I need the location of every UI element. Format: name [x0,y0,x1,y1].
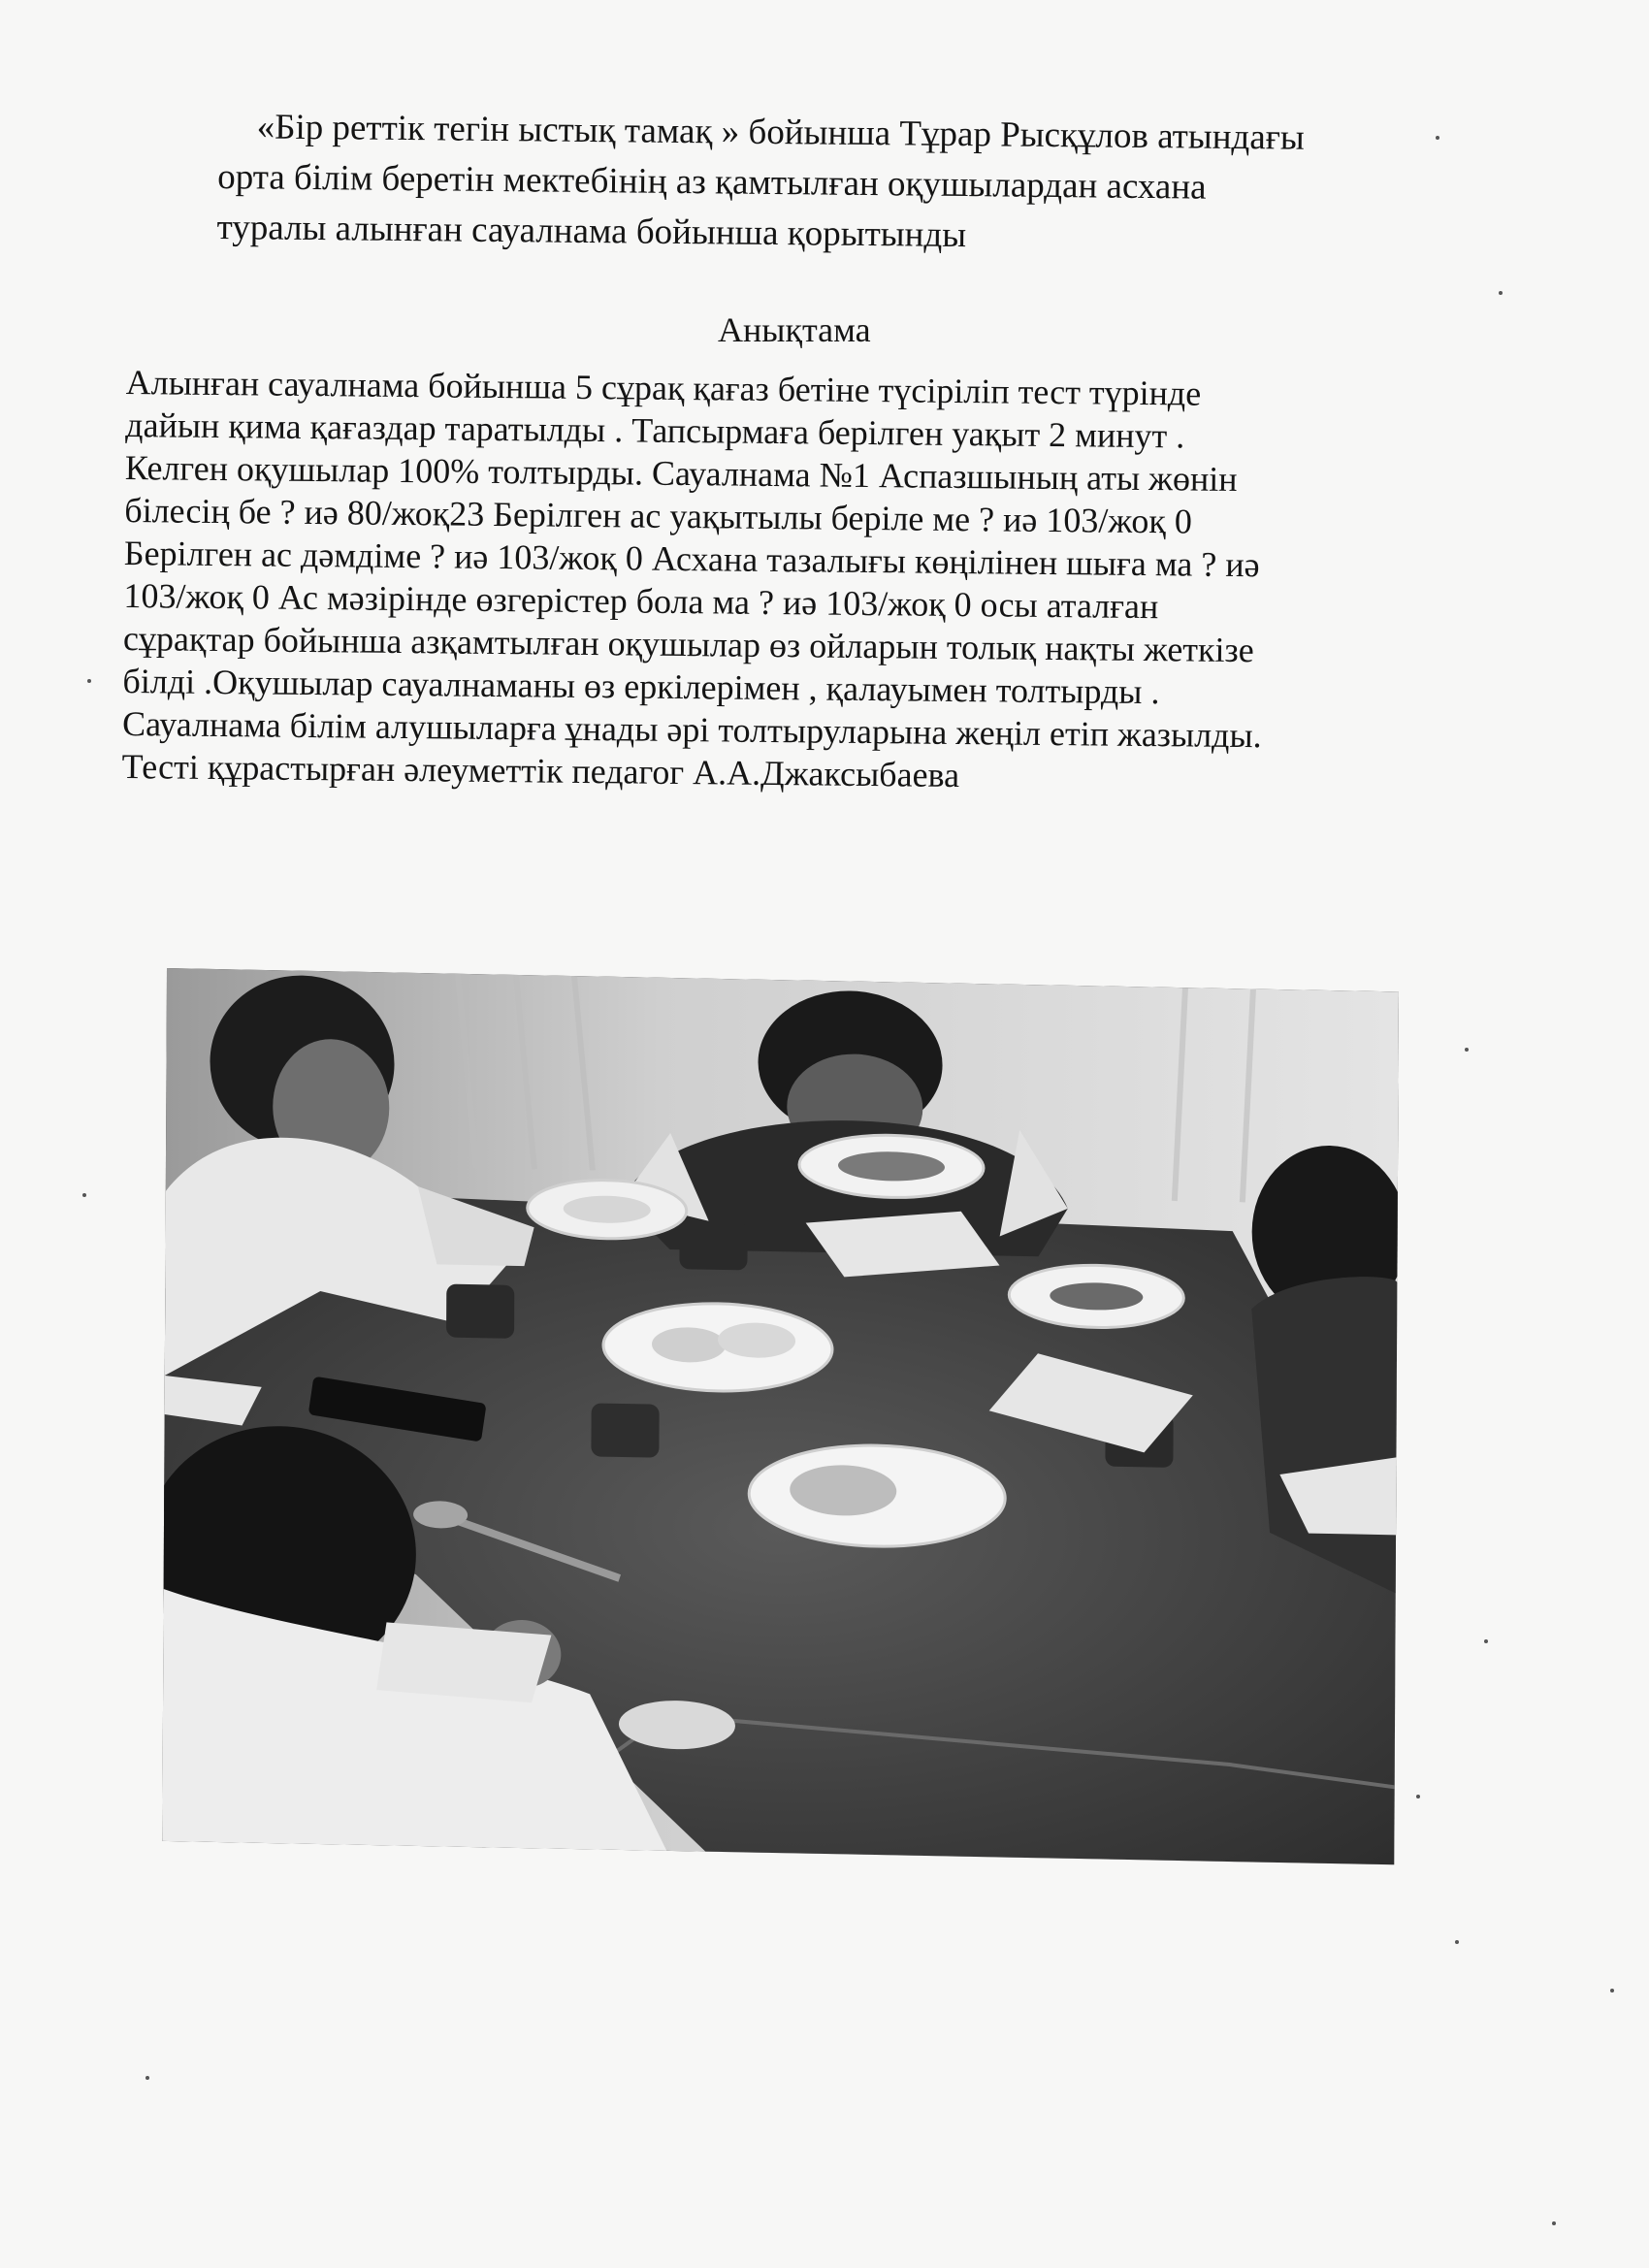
scan-speck [1416,1795,1420,1798]
scan-speck [1552,2221,1556,2225]
body-line-3: Келген оқушылар 100% толтырды. Сауалнама №1 Аспазшының аты жөнін [124,447,1238,500]
photo-illustration [162,968,1399,1864]
title-line-1: «Бір реттік тегін ыстық тамақ » бойынша Тұрар Рысқұлов атындағы [256,107,1305,158]
photo-students-eating [162,968,1399,1864]
title-line-3: туралы алынған сауалнама бойынша қорытынды [216,207,967,256]
body-line-7: сұрақтар бойынша азқамтылған оқушылар өз ойларын толық нақты жеткізе [122,618,1254,670]
scan-speck [146,2076,149,2080]
body-line-9: Сауалнама білім алушыларға ұнады әрі толтыруларына жеңіл етіп жазылды. [121,703,1262,756]
scan-speck [1465,1048,1469,1052]
title-line-2: орта білім беретін мектебінің аз қамтылған оқушылардан асхана [216,156,1207,208]
body-line-8: білді .Оқушылар сауалнаманы өз еркілерімен , қалауымен толтырды . [122,661,1160,712]
body-line-2: дайын қима қағаздар таратылды . Тапсырмаға берілген уақыт 2 минут . [125,405,1185,456]
scan-speck [1499,291,1503,295]
section-heading: Анықтама [718,310,871,349]
scan-speck [1455,1940,1459,1944]
scan-speck [1436,136,1439,140]
body-line-6: 103/жоқ 0 Ас мәзірінде өзгерістер бола ма ? иә 103/жоқ 0 осы аталған [123,575,1159,627]
scan-speck [1484,1639,1488,1643]
body-paragraph [121,361,1387,801]
body-line-10: Тесті құрастырған әлеуметтік педагог А.А.Джаксыбаева [121,746,960,795]
body-line-1: Алынған сауалнама бойынша 5 сұрақ қағаз бетіне түсіріліп тест түрінде [125,362,1202,413]
scan-speck [82,1193,86,1197]
body-line-4: білесің бе ? иә 80/жоқ23 Берілген ас уақытылы беріле ме ? иә 103/жоқ 0 [124,490,1193,541]
body-line-5: Берілген ас дәмдіме ? иә 103/жоқ 0 Асхана тазалығы көңілінен шыға ма ? иә [123,533,1260,585]
document-title [216,102,1421,266]
scan-speck [87,679,91,683]
scan-speck [1610,1989,1614,1993]
